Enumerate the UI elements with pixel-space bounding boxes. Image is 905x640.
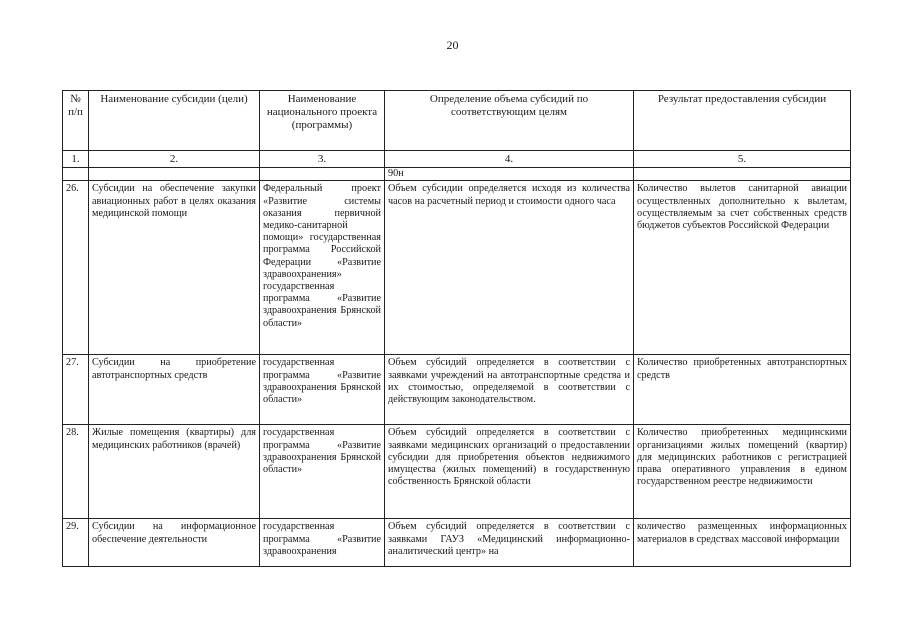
column-number: 2. [89,151,260,168]
subsidy-definition: Объем субсидий определяется в соответствии с заявками ГАУЗ «Медицинский информационно-аналитический центр» на [385,519,634,567]
column-number: 5. [634,151,851,168]
page-number: 20 [446,38,459,52]
row-number: 29. [63,519,89,567]
column-number: 4. [385,151,634,168]
header-program-name: Наименование национального проекта (программы) [260,91,385,151]
subsidy-definition: Объем субсидий определяется в соответствии с заявками учреждений на автотранспортные средства и их стоимостью, определяемой в соответствии с действующим законодательством. [385,355,634,425]
column-number: 1. [63,151,89,168]
table-row [63,355,851,425]
subsidy-name: Субсидии на приобретение автотранспортных средств [89,355,260,425]
note-cell: 90н [385,168,634,181]
program-name: Федеральный проект «Развитие системы оказания первичной медико-санитарной помощи» государственная программа Российской Федерации «Развитие здравоохранения» государственная программа «Развитие здравоохранения Брянской области» [260,181,385,355]
row-number: 26. [63,181,89,355]
table-row [63,181,851,355]
table-header-row [63,91,851,151]
header-number: № п/п [63,91,89,151]
table-row [63,519,851,567]
note-row [63,168,851,181]
column-numbers-row [63,151,851,168]
program-name: государственная программа «Развитие здравоохранения Брянской области» [260,425,385,519]
program-name: государственная программа «Развитие здравоохранения [260,519,385,567]
subsidy-name: Субсидии на обеспечение закупки авиационных работ в целях оказания медицинской помощи [89,181,260,355]
subsidy-name: Субсидии на информационное обеспечение деятельности [89,519,260,567]
table-row [63,425,851,519]
header-result: Результат предоставления субсидии [634,91,851,151]
subsidy-definition: Объем субсидии определяется исходя из количества часов на расчетный период и стоимости одного часа [385,181,634,355]
subsidy-result: Количество вылетов санитарной авиации осуществленных дополнительно к вылетам, осуществляемым за счет собственных средств бюджетов субъектов Российской Федерации [634,181,851,355]
subsidy-result: Количество приобретенных автотранспортных средств [634,355,851,425]
program-name: государственная программа «Развитие здравоохранения Брянской области» [260,355,385,425]
row-number: 27. [63,355,89,425]
header-definition: Определение объема субсидий по соответствующим целям [385,91,634,151]
subsidy-definition: Объем субсидий определяется в соответствии с заявками медицинских организаций о предоставлении субсидии для приобретения объектов недвижимого имущества (жилых помещений) в государственную собственность Брянской области [385,425,634,519]
subsidy-result: количество размещенных информационных материалов в средствах массовой информации [634,519,851,567]
column-number: 3. [260,151,385,168]
subsidy-result: Количество приобретенных медицинскими организациями жилых помещений (квартир) для медицинских работников с регистрацией права оперативного управления в едином государственном реестре недвижимости [634,425,851,519]
subsidies-table [62,90,851,567]
header-subsidy-name: Наименование субсидии (цели) [89,91,260,151]
row-number: 28. [63,425,89,519]
subsidy-name: Жилые помещения (квартиры) для медицинских работников (врачей) [89,425,260,519]
